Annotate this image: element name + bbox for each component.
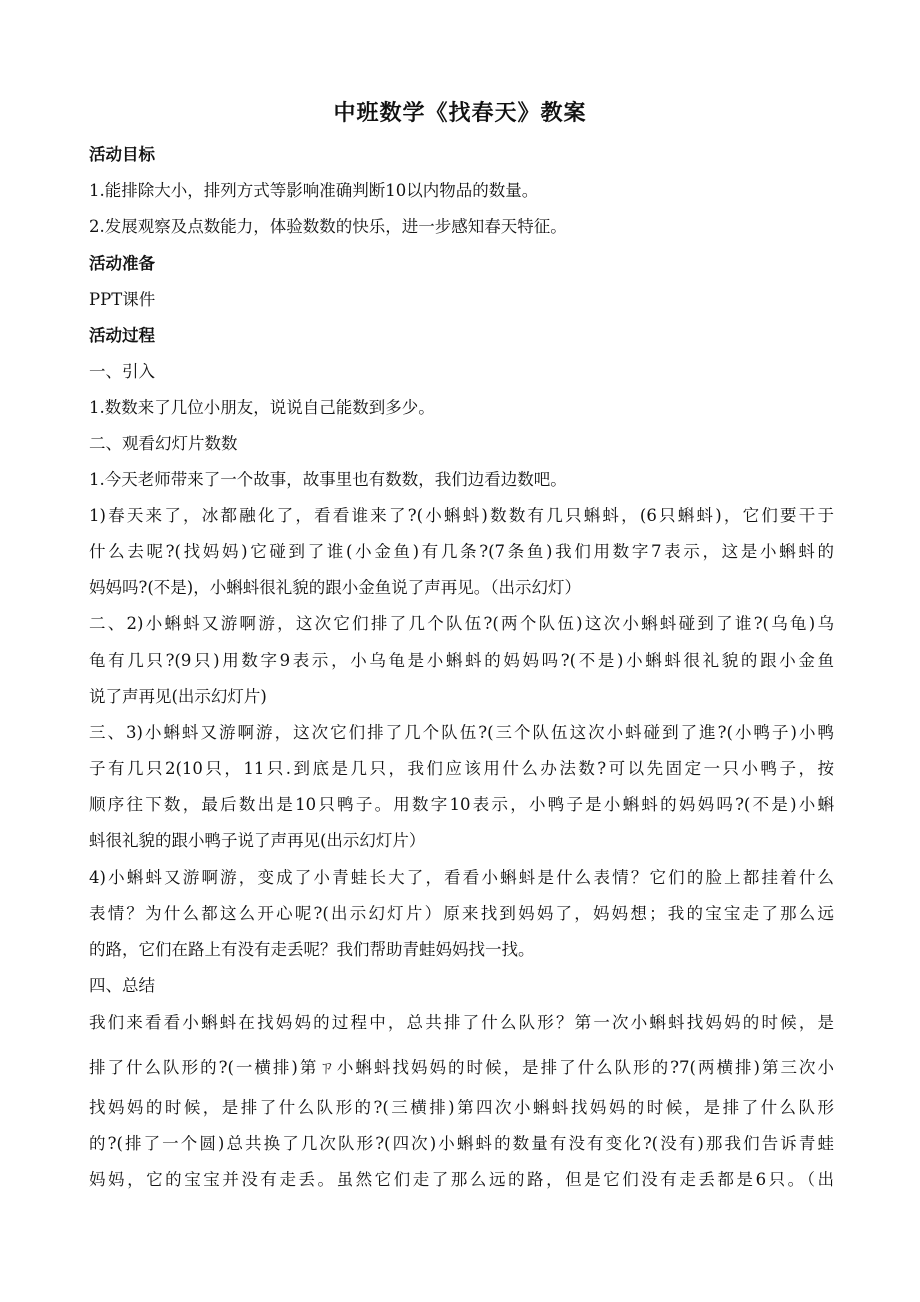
- paragraph-line: 二、2)小蝌蚪又游啊游，这次它们排了几个队伍?(两个队伍)这次小蝌蚪碰到了谁?(乌龟)乌: [89, 614, 834, 633]
- paragraph-line: 子有几只2(10只，11只.到底是几只，我们应该用什么办法数?可以先固定一只小鸭子，按: [89, 759, 834, 778]
- paragraph-line: 三、3)小蝌蚪又游啊游，这次它们排了几个队伍?(三个队伍这次小蚪碰到了進?(小鸭子)小鸭: [89, 723, 834, 742]
- paragraph-line: 1.数数来了几位小朋友，说说自己能数到多少。: [89, 398, 435, 417]
- paragraph-line: 的?(排了一个圆)总共换了几次队形?(四次)小蝌蚪的数量有没有变化?(没有)那我们告诉青蛙: [89, 1134, 834, 1153]
- paragraph-line: 一、引入: [89, 362, 155, 381]
- paragraph-line: 说了声再见(出示幻灯片): [89, 687, 267, 706]
- paragraph-line: PPT课件: [89, 290, 156, 309]
- paragraph-line: 表情？为什么都这么开心呢?(出示幻灯片）原来找到妈妈了，妈妈想；我的宝宝走了那么远: [89, 904, 834, 923]
- paragraph-line: 顺序往下数，最后数出是10只鸭子。用数字10表示，小鸭子是小蝌蚪的妈妈吗?(不是)小蝌: [89, 795, 834, 814]
- paragraph-line: 2.发展观察及点数能力，体验数数的快乐，进一步感知春天特征。: [89, 217, 567, 236]
- paragraph-line: 排了什么队形的?(一横排)第ㄗ小蝌蚪找妈妈的时候，是排了什么队形的?7(两横排)第三次小: [89, 1058, 834, 1077]
- paragraph-line: 妈妈，它的宝宝并没有走丢。虽然它们走了那么远的路，但是它们没有走丢都是6只。（出: [89, 1170, 834, 1189]
- paragraph-line: 1)春天来了，冰都融化了，看看谁来了?(小蝌蚪)数数有几只蝌蚪，(6只蝌蚪)，它们要干于: [89, 506, 834, 525]
- paragraph-line: 蚪很礼貌的跟小鸭子说了声再见(出示幻灯片）: [89, 831, 426, 850]
- paragraph-line: 什么去呢?(找妈妈)它碰到了谁(小金鱼)有几条?(7条鱼)我们用数字7表示，这是小蝌蚪的: [89, 542, 834, 561]
- paragraph-line: 妈妈吗?(不是)，小蝌蚪很礼貌的跟小金鱼说了声再见。（出示幻灯）: [89, 578, 581, 597]
- paragraph-line: 找妈妈的时候，是排了什么队形的?(三横排)第四次小蝌蚪找妈妈的时候，是排了什么队形: [89, 1098, 834, 1117]
- paragraph-line: 的路，它们在路上有没有走丢呢？我们帮助青蛙妈妈找一找。: [89, 940, 535, 959]
- document-title: 中班数学《找春天》教案: [333, 101, 587, 126]
- paragraph-line: 四、总结: [89, 976, 155, 995]
- section-heading-goals: 活动目标: [89, 145, 155, 164]
- section-heading-process: 活动过程: [89, 326, 155, 345]
- paragraph-line: 我们来看看小蝌蚪在找妈妈的过程中，总共排了什么队形？第一次小蝌蚪找妈妈的时候，是: [89, 1013, 834, 1032]
- paragraph-line: 二、观看幻灯片数数: [89, 434, 238, 453]
- paragraph-line: 1.能排除大小，排列方式等影响准确判断10以内物品的数量。: [89, 181, 539, 200]
- paragraph-line: 4)小蝌蚪又游啊游，变成了小青蛙长大了，看看小蝌蚪是什么表情？它们的脸上都挂着什么: [89, 868, 834, 887]
- section-heading-preparation: 活动准备: [89, 254, 155, 273]
- paragraph-line: 1.今天老师带来了一个故事，故事里也有数数，我们边看边数吧。: [89, 470, 567, 489]
- paragraph-line: 龟有几只?(9只)用数字9表示，小乌龟是小蝌蚪的妈妈吗?(不是)小蝌蚪很礼貌的跟小金鱼: [89, 651, 834, 670]
